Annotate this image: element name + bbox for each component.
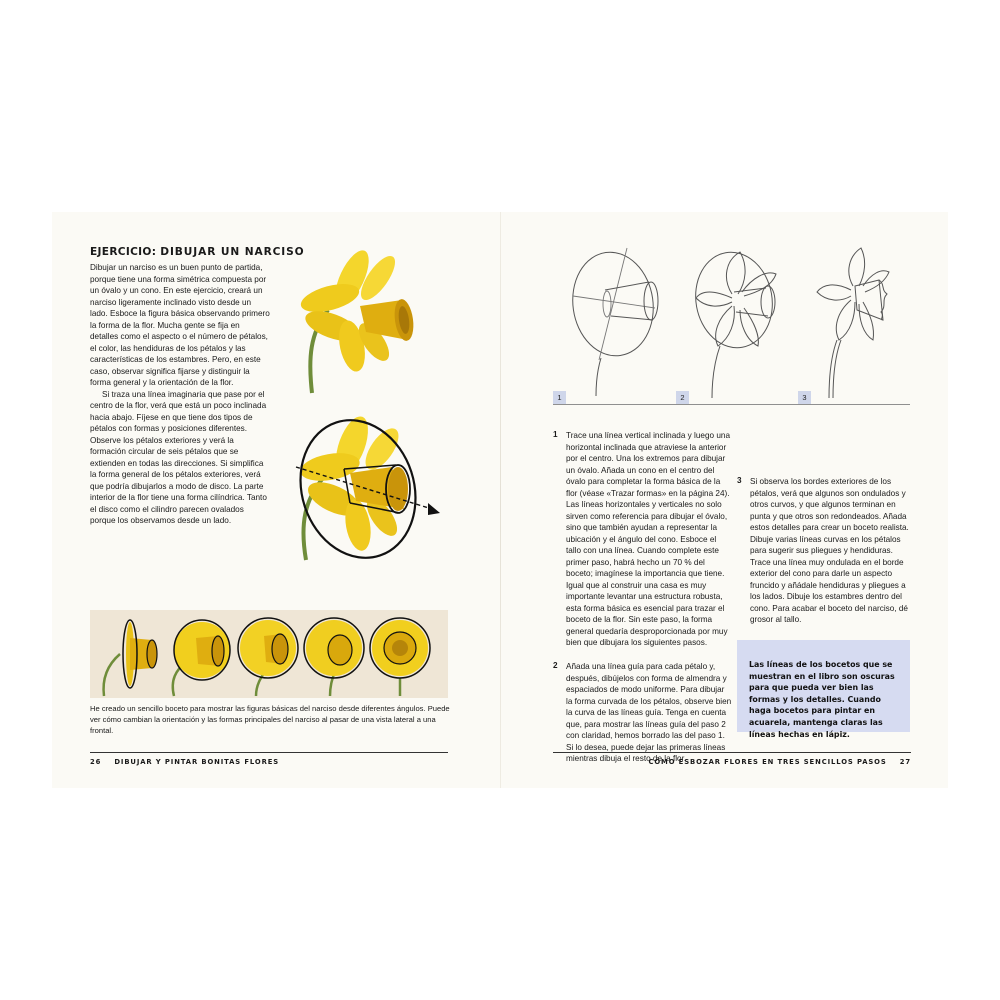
right-footer [553, 758, 911, 766]
flower-near-front-view [304, 618, 364, 696]
daffodil-photo [290, 248, 430, 398]
left-footer [90, 758, 279, 766]
sketch-step-3 [815, 246, 895, 398]
step-1-number: 1 [553, 430, 558, 439]
left-running-title: DIBUJAR Y PINTAR BONITAS FLORES [114, 758, 280, 766]
sketch-step-1 [565, 246, 675, 396]
tip-note-box [737, 640, 910, 739]
step-1-text: Trace una línea vertical inclinada y luego una horizontal inclinada que atraviese la anterior por el centro. Una los extremos para dibujar un óvalo. Añada un cono en el centro del óvalo para completar la forma básica de la flor (véase «Trazar formas» en la página 24). Las líneas horizontales y verticales no solo sirven como referencia para dibujar el óvalo, sino que también ayudan a representar la ubicación y el ángulo del cono. Esboce el tallo con una línea. Cuando complete este primer paso, habrá hecho un 70 % del boceto; imagínese la importancia que tiene. Igual que al construir una casa es muy importante levantar una estructura robusta, esta forma básica es esencial para trazar el boceto de la flor. Sin este paso, la forma general quedaría desproporcionada por muy bien que dibujara los siguientes pasos. [566, 431, 731, 647]
heading-sub: DIBUJAR UN NARCISO [160, 246, 305, 258]
right-running-title: CÓMO ESBOZAR FLORES EN TRES SENCILLOS PASOS [648, 758, 887, 766]
step-2-text: Añada una línea guía para cada pétalo y, después, dibújelos con forma de almendra y espaciados de modo uniforme. Para dibujar la forma curvada de los pétalos, observe bien la curva de las líneas guía. Tenga en cuenta que, para mostrar las líneas guía del paso 2 con claridad, hemos borrado las del paso 1. Si lo desea, puede dejar las primeras líneas mientras dibuja el resto de la flor. [566, 662, 732, 763]
step-label-2: 2 [676, 391, 689, 404]
heading-main: EJERCICIO: [90, 246, 157, 258]
flower-front-view [370, 618, 430, 696]
flower-angles-strip [90, 610, 448, 698]
flower-three-quarter-view-2 [238, 618, 298, 696]
flower-strip-caption: He creado un sencillo boceto para mostrar las figuras básicas del narciso desde diferentes ángulos. Puede ver cómo cambian la orientación y las formas principales del narciso al pasar de una vista lateral a una frontal. [90, 704, 450, 735]
flower-angles-illustration [90, 610, 448, 698]
left-footer-rule [90, 752, 448, 753]
sketch-step-2 [692, 248, 792, 398]
intro-text [90, 262, 270, 527]
intro-paragraph-1: Dibujar un narciso es un buen punto de partida, porque tiene una forma simétrica compuesta por un óvalo y un cono. En este ejercicio, creará un narciso ligeramente inclinado visto desde un lado. Esboce la figura básica observando primero la forma de la flor. Mucha gente se fija en detalles como el aspecto o el número de pétalos, el color, las hendiduras de los pétalos y las características de los estambres. Pero, en este caso, observar significa fijarse y distinguir la forma general y la orientación de la flor. [90, 263, 270, 387]
sketch-baseline [553, 404, 910, 405]
step-3-number: 3 [737, 476, 742, 485]
flower-side-view [104, 620, 157, 696]
tip-note-text: Las líneas de los bocetos que se muestran en el libro son oscuras para que pueda ver bien las formas y los detalles. Cuando haga bocetos para pintar en acuarela, mantenga claras las líneas hechas en lápiz. [749, 660, 895, 739]
intro-paragraph-2: Si traza una línea imaginaria que pase por el centro de la flor, verá que está un poco inclinada hacia abajo. Fíjese en que tiene dos tipos de pétalos con formas y posiciones diferentes. Observe los pétalos exteriores y verá la formación circular de seis pétalos que se extienden en todas las direcciones. Si simplifica la forma general de los pétalos exteriores, verá que podría dibujarlos a modo de disco. La parte interior de la flor tiene una forma cilíndrica. Tanto el disco como el cilindro parecen ovalados porque los observamos desde un lado. [90, 389, 267, 525]
step-label-3: 3 [798, 391, 811, 404]
exercise-heading [90, 246, 305, 258]
left-page-number: 26 [90, 758, 102, 766]
step-3-text: Si observa los bordes exteriores de los pétalos, verá que algunos son ondulados y otros curvos, y que algunos terminan en punta y que otros son redondeados. Añada estos detalles para crear un boceto realista. Dibuje varias líneas curvas en los pétalos para sugerir sus pliegues y hendiduras. Trace una línea muy ondulada en el borde exterior del cono para darle un aspecto fruncido y añádale hendiduras y pliegues a los lados. Dibuje los estambres dentro del cono. Para acabar el boceto del narciso, dé grosor al tallo. [750, 477, 909, 624]
flower-three-quarter-view-1 [173, 620, 230, 696]
daffodil-construction-photo [292, 405, 452, 565]
right-footer-rule [553, 752, 911, 753]
step-2-number: 2 [553, 661, 558, 670]
step-label-1: 1 [553, 391, 566, 404]
right-page-number: 27 [899, 758, 911, 766]
book-gutter [500, 212, 501, 788]
